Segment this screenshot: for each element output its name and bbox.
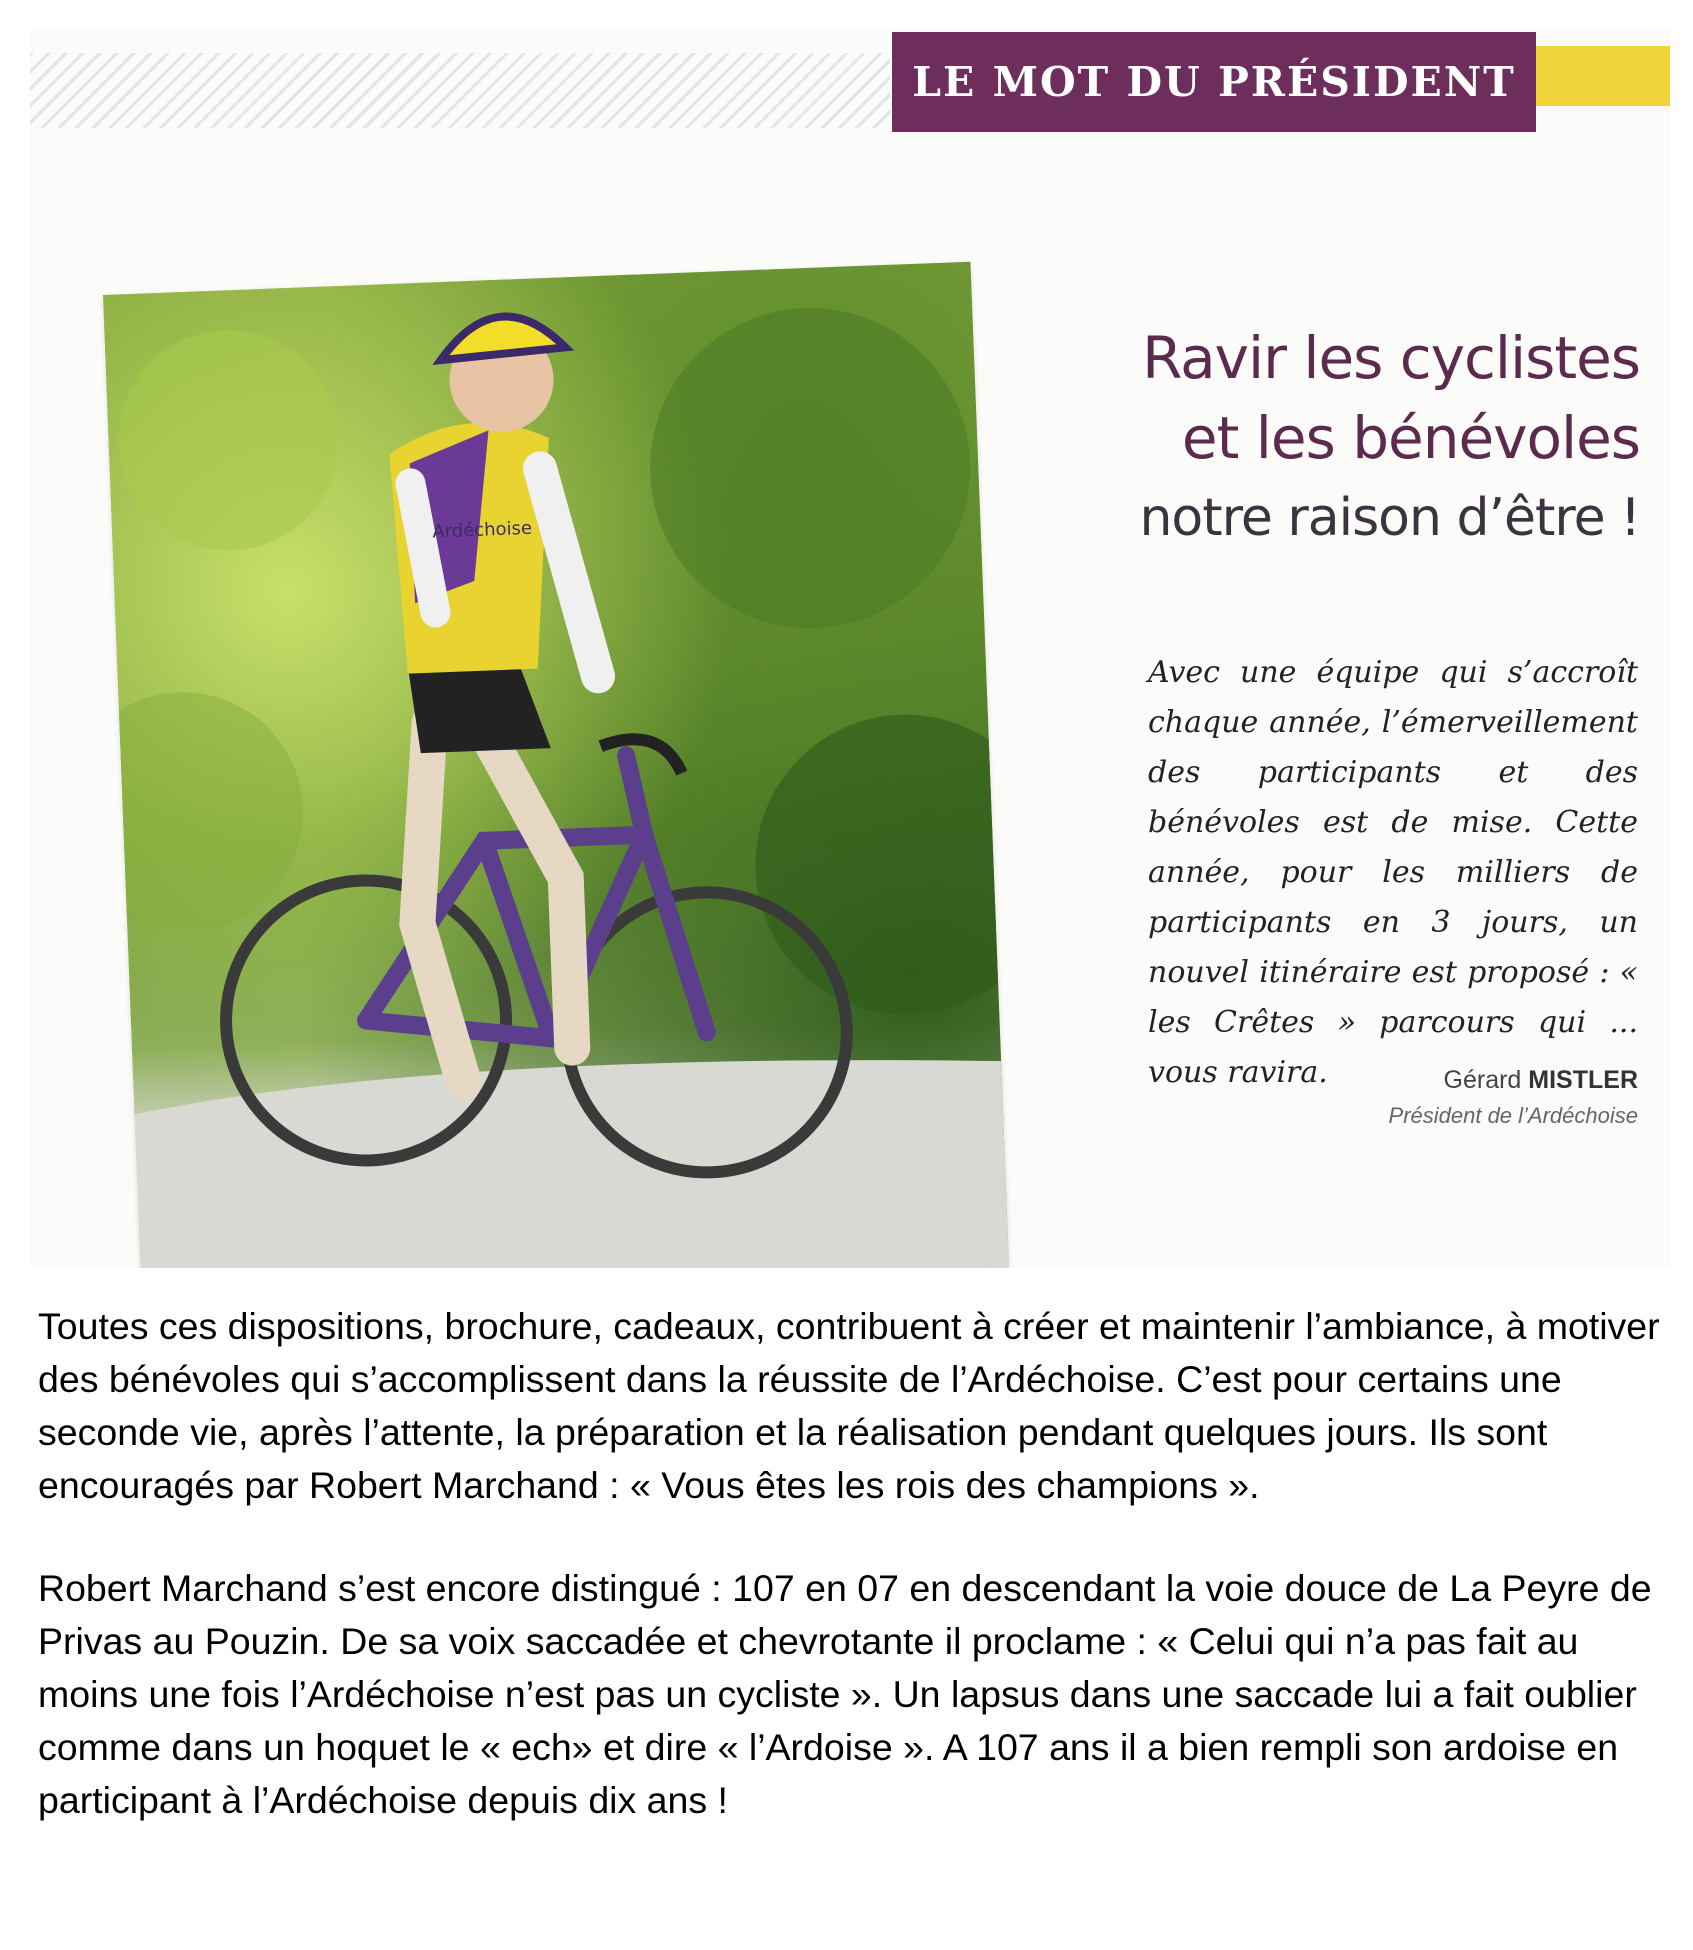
photo-image [103, 262, 1009, 1268]
article-body [38, 1300, 1668, 1877]
author-role: Président de l’Ardéchoise [1388, 1103, 1638, 1128]
author-name [1180, 1066, 1638, 1095]
headline-line-3: notre raison d’être ! [1139, 488, 1640, 548]
paragraph-2: Robert Marchand s’est encore distingué : 107 en 07 en descendant la voie douce de La Peyre de Privas au Pouzin. De sa voix saccadée et chevrotante il proclame : « Celui qui n’a pas fait au moins une fois l’Ardéchoise n’est pas un cycliste ». Un lapsus dans une saccade lui a fait oublier comme dans un hoquet le « ech» et dire « l’Ardoise ». A 107 ans il a bien rempli son ardoise en participant à l’Ardéchoise depuis dix ans ! [38, 1567, 1652, 1821]
magazine-scan [30, 28, 1670, 1268]
cyclist-illustration [103, 262, 1009, 1268]
headline-line-1: Ravir les cyclistes [1142, 324, 1640, 392]
author-last-name: MISTLER [1528, 1066, 1638, 1094]
headline [960, 318, 1640, 558]
headline-line-2: et les bénévoles [1181, 404, 1640, 472]
cyclist-photo [103, 262, 1009, 1268]
hatched-band [30, 53, 890, 128]
jersey-label: Ardéchoise [431, 517, 533, 543]
paragraph-1: Toutes ces dispositions, brochure, cadeaux, contribuent à créer et maintenir l’ambiance, à motiver des bénévoles qui s’accomplissent dans la réussite de l’Ardéchoise. C’est pour certains une seconde vie, après l’attente, la préparation et la réalisation pendant quelques jours. Ils sont encouragés par Robert Marchand : « Vous êtes les rois des champions ». [38, 1305, 1660, 1506]
president-quote: Avec une équipe qui s’accroît chaque année, l’émerveillement des participants et des bénévoles est de mise. Cette année, pour les milliers de participants en 3 jours, un nouvel itinéraire est proposé : « les Crêtes » parcours qui ... vous ravira. [1148, 655, 1638, 1090]
section-banner: LE MOT DU PRÉSIDENT [892, 32, 1536, 132]
author-first-name: Gérard [1443, 1066, 1522, 1094]
